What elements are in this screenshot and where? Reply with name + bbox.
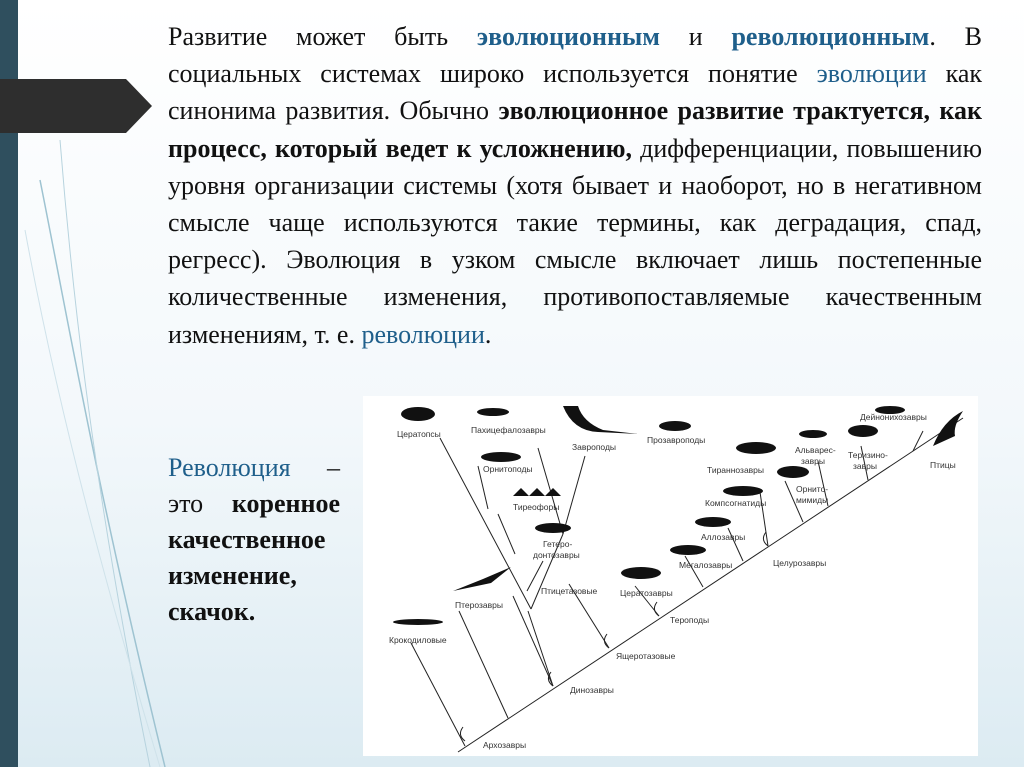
label-sauropods: Завроподы <box>572 442 617 452</box>
term-revolution: Революция <box>168 453 291 482</box>
bold-definition: эволюционное развитие трактуется, как процесс, который ведет к усложнению, <box>168 96 983 163</box>
label-ornitho: Орнито- <box>796 484 829 494</box>
label-pterosaurs: Птерозавры <box>455 600 503 610</box>
label-ceratosaurs: Цератозавры <box>620 588 673 598</box>
label-tyrannosaurs: Тираннозавры <box>707 465 765 475</box>
label-therizino: Теризино- <box>848 450 888 460</box>
label-therizino-2: завры <box>853 461 877 471</box>
term-evolution: эволюции <box>816 59 927 89</box>
term-evolutionary: эволюционным <box>476 22 660 51</box>
label-allosaurs: Аллозавры <box>701 532 746 542</box>
clade-archosaurs: Архозавры <box>483 740 527 750</box>
label-ceratopsians: Цератопсы <box>397 429 441 439</box>
label-alvarez-2: завры <box>801 456 825 466</box>
label-birds: Птицы <box>930 460 956 470</box>
label-prosauropods: Прозавроподы <box>647 435 706 445</box>
clade-coelurosaurs: Целурозавры <box>773 558 827 568</box>
title-arrow-tab <box>0 79 152 133</box>
term-revolutions: революции <box>361 319 485 349</box>
label-compsognathids: Компсогнатиды <box>705 498 767 508</box>
clade-saurischians: Ящеротазовые <box>616 651 676 661</box>
label-thyreophorans: Тиреофоры <box>513 502 560 512</box>
dinosaur-phylogeny-image <box>363 396 978 756</box>
label-pachycephalosaurs: Пахицефалозавры <box>471 425 546 435</box>
term-revolutionary: революционным <box>731 22 930 51</box>
clade-dinosaurs: Динозавры <box>570 685 614 695</box>
label-dontosaurs: донтозавры <box>533 550 580 560</box>
label-deinonychosaurs: Дейнонихозавры <box>860 412 927 422</box>
clade-ornithischians: Птицетазовые <box>541 586 598 596</box>
label-mimids: мимиды <box>796 495 829 505</box>
label-alvarez: Альварес- <box>795 445 836 455</box>
label-hetero: Гетеро- <box>543 539 573 549</box>
clade-theropods: Тероподы <box>670 615 710 625</box>
label-ornithopods: Орнитоподы <box>483 464 533 474</box>
label-crocodilians: Крокодиловые <box>389 635 447 645</box>
label-megalosaurs: Мегалозавры <box>679 560 733 570</box>
revolution-definition: Революция – это коренное качественное изменение, скачок. <box>168 453 340 626</box>
main-paragraph: Развитие может быть эволюционным и революционным. В социальных системах широко используется понятие эволюции как синонима развития. Обычно эволюционное развитие трактуется, как процесс, который ведет к усложнению, дифференциации, повышению уровня организации системы (хотя бывает и наоборот, но в негативном смысле чаще используются такие термины, как деградация, спад, регресс). Эволюция в узком смысле включает лишь постепенные количественные изменения, противопоставляемые качественным изменениям, т. е. революции. <box>168 22 983 349</box>
